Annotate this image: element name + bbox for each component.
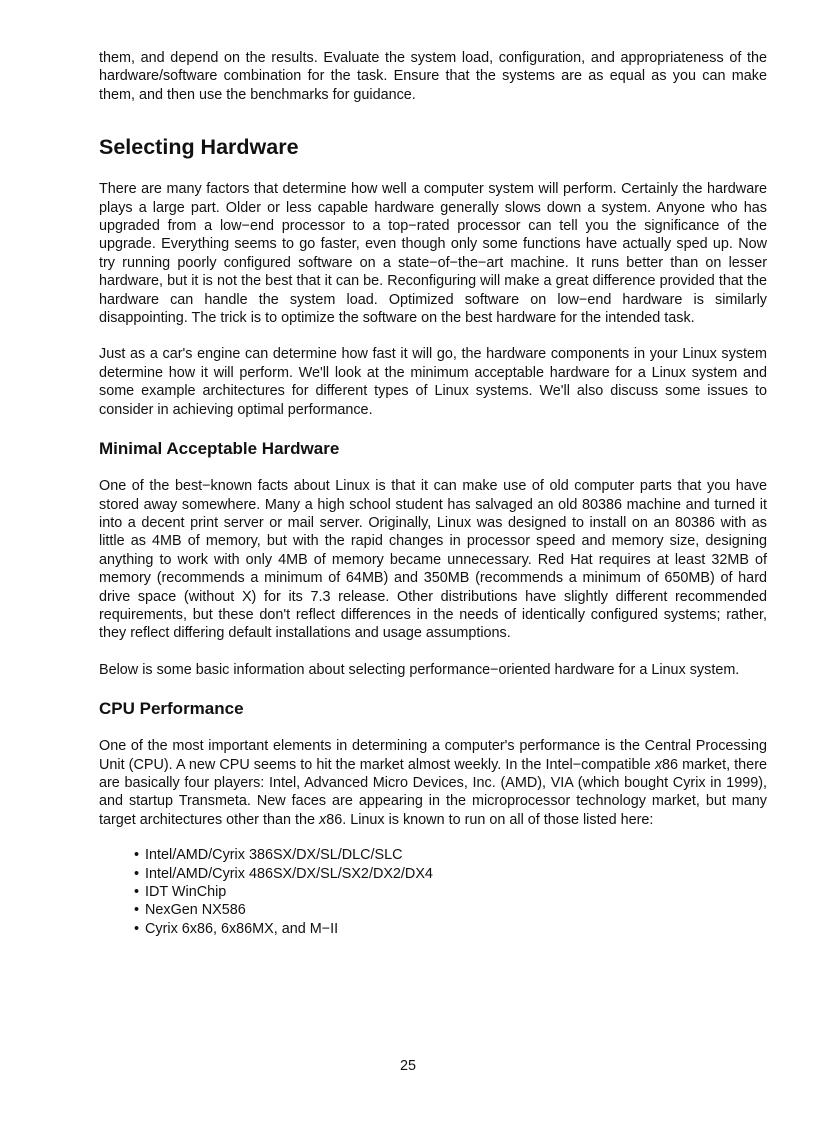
page-number: 25 [399,1058,416,1074]
cpu-text-part-2: 86 market, there are basically four players: Intel, Advanced Micro Devices, Inc. (AMD), VIA (which bought Cyrix in 1999), and startup Transmeta. New faces are appearing in the microprocessor technology market, but many target architectures other than the [99,756,767,828]
list-item: • Intel/AMD/Cyrix 386SX/DX/SL/DLC/SLC [134,847,403,864]
list-item: • Cyrix 6x86, 6x86MX, and M−II [134,920,339,937]
bullet-icon: • [134,884,140,900]
cpu-performance-paragraph [99,737,767,829]
page-body [99,49,767,938]
list-item: • NexGen NX586 [134,902,246,919]
minimal-hardware-paragraph-1: One of the best−known facts about Linux is that it can make use of old computer parts that you have stored away somewhere. Many a high school student has salvaged an old 80386 machine and turned it into a decent print server or mail server. Originally, Linux was designed to install on an 80386 with as little as 4MB of memory, but with the rapid changes in processor speed and memory size, designing anything to work with only 4MB of memory became unnecessary. Red Hat requires at least 32MB of memory (recommends a minimum of 64MB) and 350MB (recommends a minimum of 650MB) of hard drive space (without X) for its 7.3 release. Other distributions have slightly different recommended requirements, but these don't reflect differences in the needs of identically configured systems; rather, they reflect differing default installations and usage assumptions. [99,478,767,642]
selecting-hardware-paragraph-2: Just as a car's engine can determine how fast it will go, the hardware components in your Linux system determine how it will perform. We'll look at the minimum acceptable hardware for a Linux system and some example architectures for different types of Linux systems. We'll also discuss some issues to consider in achieving optimal performance. [99,346,767,418]
cpu-list [134,846,767,938]
cpu-italic-x-2: x [318,811,327,828]
heading-selecting-hardware: Selecting Hardware [99,135,299,160]
cpu-text-part-1: One of the most important elements in determining a computer's performance is the Central Processing Unit (CPU). A new CPU seems to hit the market almost weekly. In the Intel−compatible [99,738,767,773]
cpu-text-part-3: 86. Linux is known to run on all of those listed here: [326,811,654,828]
heading-minimal-acceptable-hardware: Minimal Acceptable Hardware [99,439,340,459]
heading-cpu-performance: CPU Performance [99,699,244,719]
bullet-icon: • [134,920,140,937]
list-item: • IDT WinChip [134,884,227,900]
cpu-italic-x-1: x [654,756,663,773]
list-item: • Intel/AMD/Cyrix 486SX/DX/SL/SX2/DX2/DX4 [134,865,433,882]
bullet-icon: • [134,902,140,919]
selecting-hardware-paragraph-1: There are many factors that determine how well a computer system will perform. Certainly the hardware plays a large part. Older or less capable hardware generally slows down a system. Anyone who has upgraded from a low−end processor to a top−rated processor can tell you the significance of the upgrade. Everything seems to go faster, even though only some functions have actually sped up. Now try running poorly configured software on a state−of−the−art machine. It runs better than on lesser hardware, but it is not the best that it can be. Reconfiguring will make a great difference provided that the hardware can handle the system load. Optimized software on low−end hardware is similarly disappointing. The trick is to optimize the software on the best hardware for the intended task. [99,181,767,327]
intro-paragraph: them, and depend on the results. Evaluate the system load, configuration, and appropriateness of the hardware/software combination for the task. Ensure that the systems are as equal as you can make them, and then use the benchmarks for guidance. [99,50,767,103]
bullet-icon: • [134,847,140,864]
bullet-icon: • [134,865,140,882]
minimal-hardware-paragraph-2: Below is some basic information about selecting performance−oriented hardware for a Linux system. [99,661,740,678]
